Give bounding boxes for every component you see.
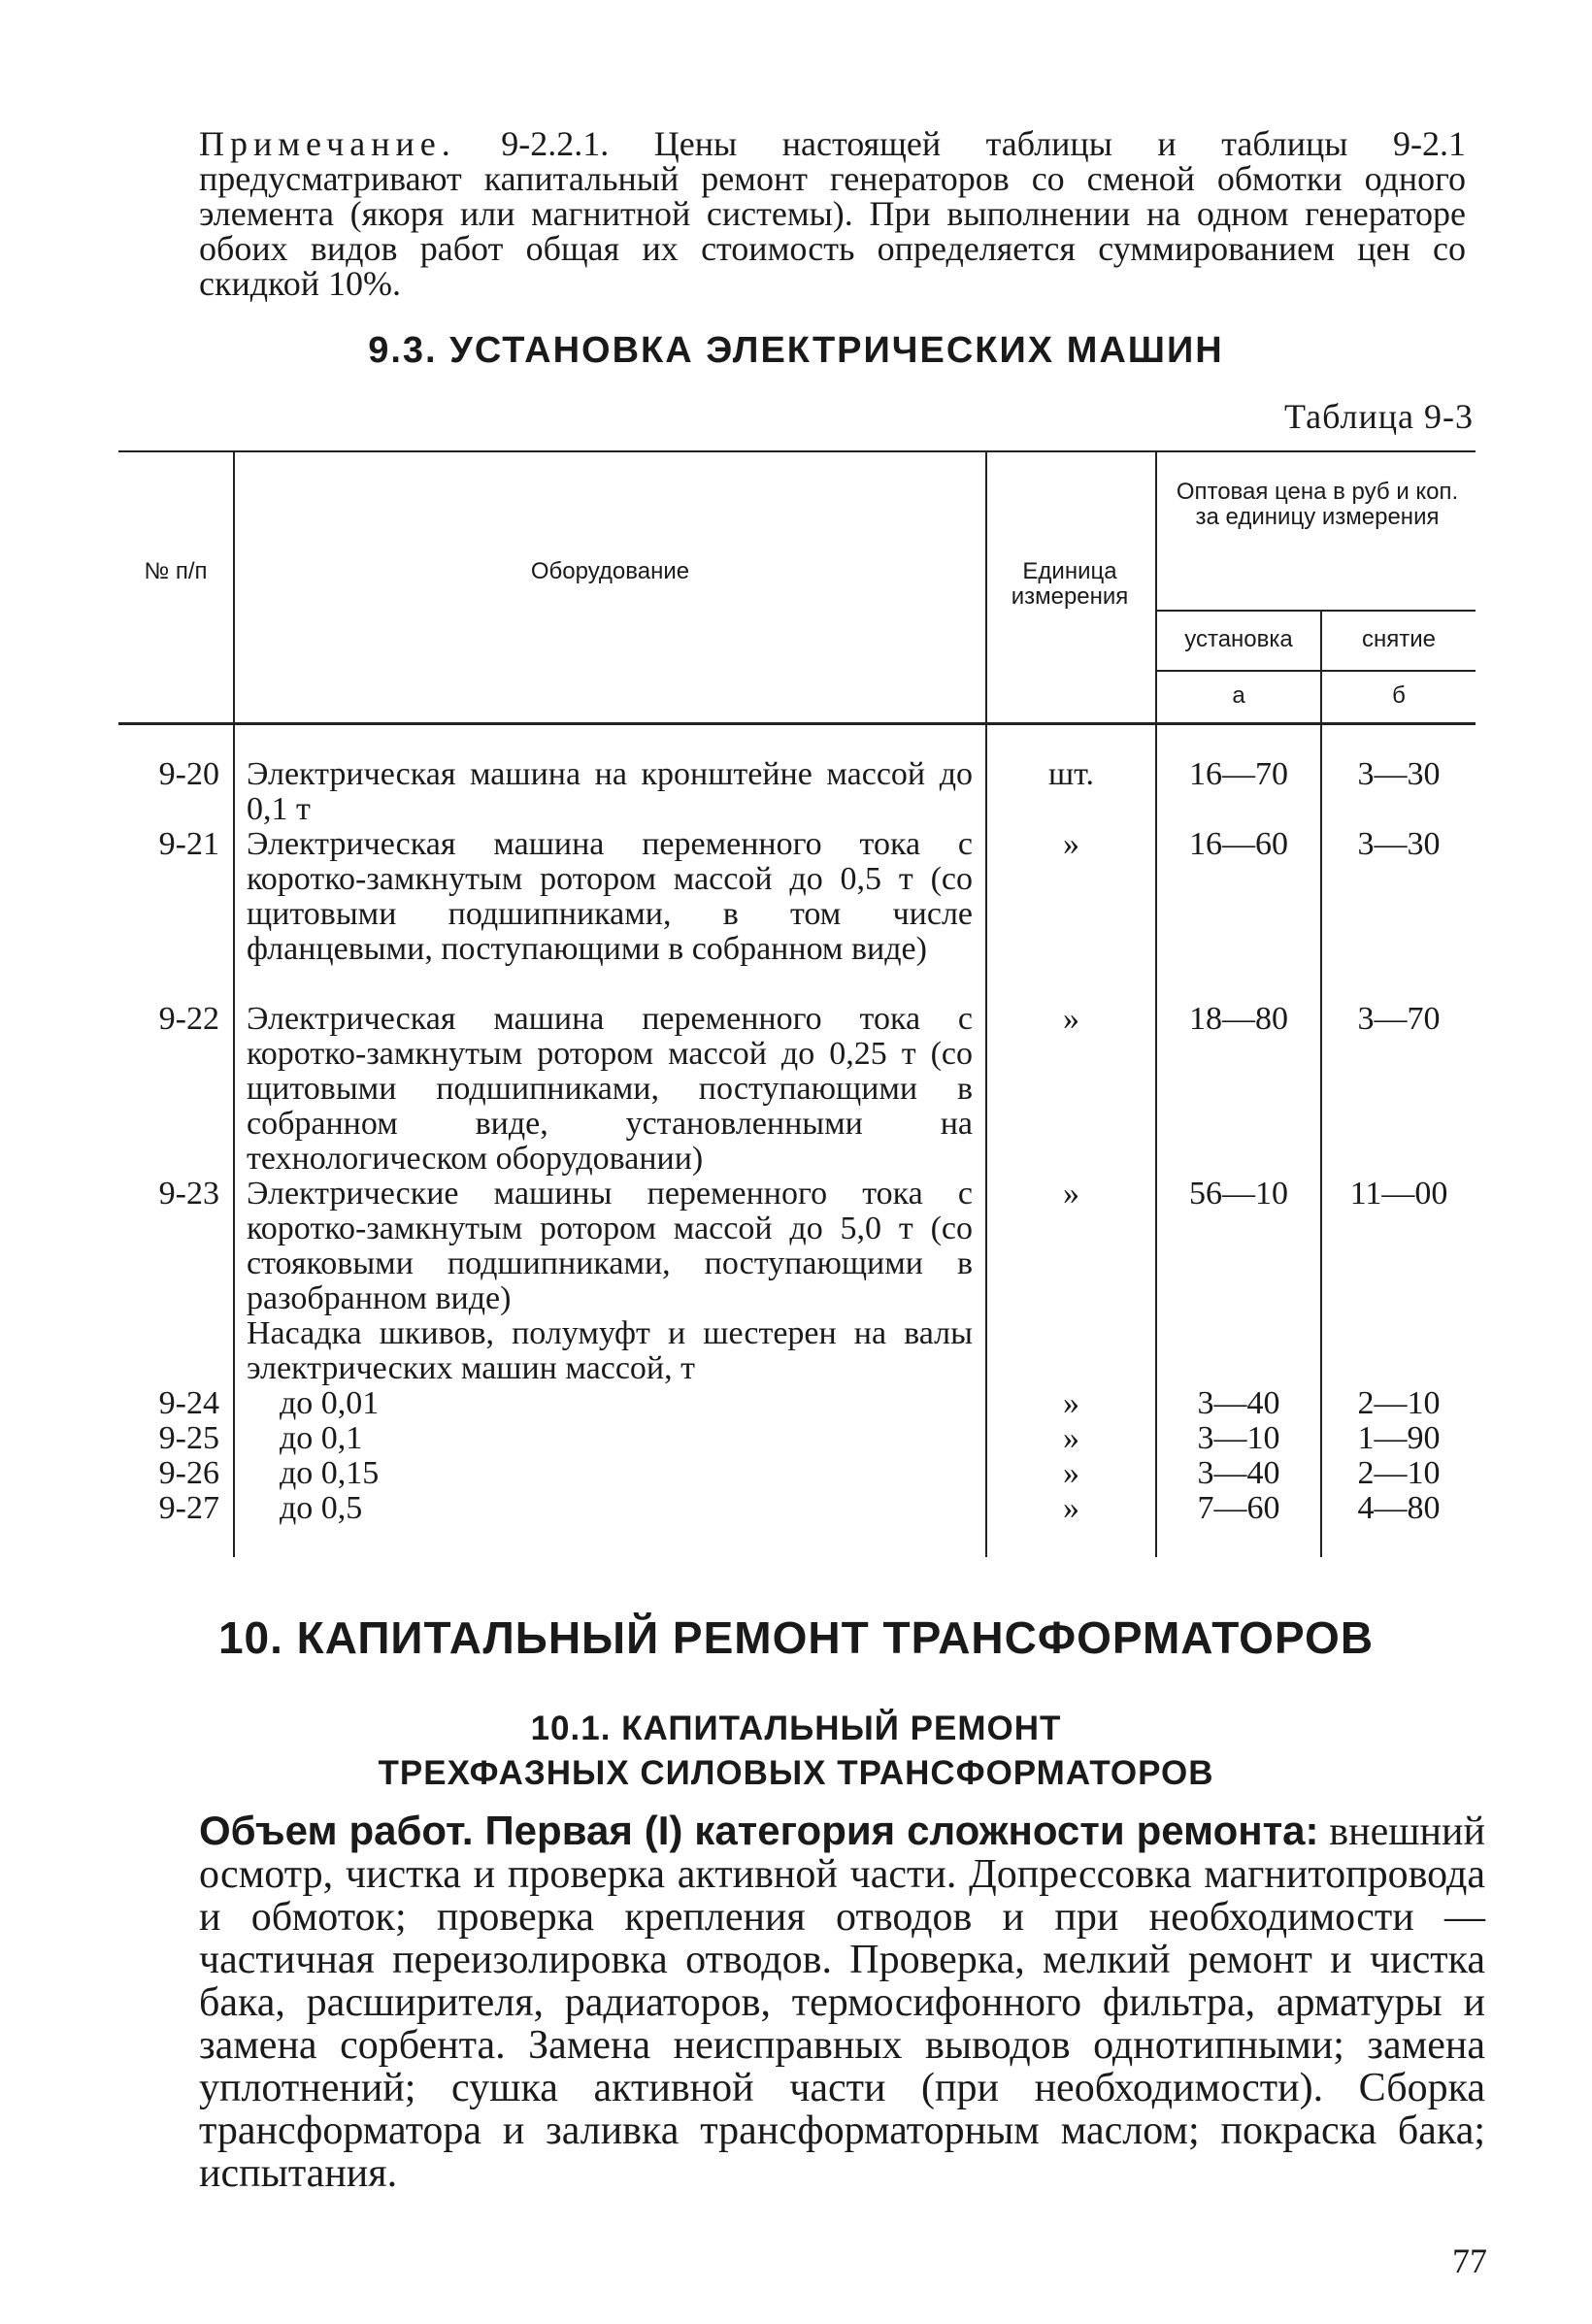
table-label: Таблица 9-3 — [1284, 397, 1474, 436]
table-row-desc: Электрическая машина переменного тока с коротко-замкнутым ротором массой до 0,5 т (со щитовыми подшипниками, в том числе фланцевыми, поступающими в собранном виде) — [247, 826, 973, 967]
table-row-unit: шт. — [1048, 756, 1094, 792]
table-row-num: 9-27 — [158, 1490, 219, 1526]
table-row-num: 9-25 — [158, 1420, 219, 1456]
table-row-desc: до 0,5 — [280, 1490, 363, 1526]
section-10-1-title — [0, 1707, 1592, 1796]
table-row-num: 9-23 — [158, 1176, 219, 1212]
table-row-num: 9-24 — [158, 1385, 219, 1421]
note-paragraph — [199, 126, 1466, 301]
table-row-unit: » — [1063, 1385, 1079, 1421]
table-row-install: 18—80 — [1189, 1001, 1288, 1037]
table-row-install: 3—40 — [1197, 1455, 1280, 1491]
table-row-unit: » — [1063, 1490, 1079, 1526]
table-row-unit: » — [1063, 1455, 1079, 1491]
note-label: Примечание. — [199, 124, 456, 163]
table-row-removal: 1—90 — [1357, 1420, 1441, 1456]
table-row-removal: 11—00 — [1349, 1176, 1448, 1212]
table-row-desc: Электрическая машина переменного тока с коротко-замкнутым ротором массой до 0,25 т (со щитовыми подшипниками, поступающими в собранном виде, установленными на технологическом оборудовании) — [247, 1001, 973, 1177]
chapter-10-title: 10. КАПИТАЛЬНЫЙ РЕМОНТ ТРАНСФОРМАТОРОВ — [217, 1612, 1375, 1663]
table-row-num: 9-21 — [158, 826, 219, 862]
scope-text: внешний осмотр, чистка и проверка активной части. Допрессовка магнитопровода и обмоток; проверка крепления отводов и при необходимости — частичная переизолировка отводов. Проверка, мелкий ремонт и чистка бака, расширителя, радиаторов, термосифонного фильтра, арматуры и замена сорбента. Замена неисправных выводов однотипными; замена уплотнений; сушка активной части (при необходимости). Сборка трансформатора и заливка трансформаторным маслом; покраска бака; испытания. — [199, 1809, 1485, 2196]
header-unit: Единица измерения — [1011, 558, 1129, 610]
table-top-rule — [118, 450, 1476, 452]
table-row-desc: до 0,1 — [280, 1420, 363, 1456]
header-equipment: Оборудование — [530, 558, 690, 584]
table-row-unit: » — [1063, 826, 1079, 862]
table-row-desc: Электрическая машина на кронштейне массой до 0,1 т — [247, 756, 973, 827]
table-row-install: 7—60 — [1197, 1490, 1280, 1526]
scope-lead: Объем работ. Первая (I) категория сложности ремонта: — [199, 1808, 1319, 1853]
note-text: 9-2.2.1. Цены настоящей таблицы и таблицы 9-2.1 предусматривают капитальный ремонт генераторов со сменой обмотки одного элемента (якоря или магнитной системы). При выполнении на одном генераторе обоих видов работ общая их стоимость определяется суммированием цен со скидкой 10%. — [199, 124, 1466, 303]
table-row-desc: до 0,15 — [280, 1455, 380, 1491]
price-table — [118, 450, 1476, 1557]
header-col-b: б — [1392, 682, 1406, 709]
table-row-num: 9-20 — [158, 756, 219, 792]
table-row-install: 16—70 — [1189, 756, 1288, 792]
table-row-removal: 4—80 — [1357, 1490, 1441, 1526]
table-row-removal: 2—10 — [1357, 1455, 1441, 1491]
table-row-num: 9-22 — [158, 1001, 219, 1037]
table-group-desc: Насадка шкивов, полумуфт и шестерен на валы электрических машин массой, т — [247, 1315, 973, 1386]
scope-of-work-paragraph — [199, 1809, 1485, 2195]
header-col-a: а — [1232, 682, 1245, 709]
price-subheader-rule — [1155, 610, 1476, 612]
table-row-install: 3—40 — [1197, 1385, 1280, 1421]
table-row-install: 16—60 — [1189, 826, 1288, 862]
table-row-unit: » — [1063, 1001, 1079, 1037]
col-rule-1 — [233, 450, 235, 1557]
table-row-removal: 3—30 — [1357, 756, 1441, 792]
header-bottom-rule — [118, 722, 1476, 725]
table-row-num: 9-26 — [158, 1455, 219, 1491]
header-removal: снятие — [1362, 626, 1436, 652]
table-row-desc: Электрические машины переменного тока с коротко-замкнутым ротором массой до 5,0 т (со стояковыми подшипниками, поступающими в разобранном виде) — [247, 1176, 973, 1316]
table-row-desc: до 0,01 — [280, 1385, 380, 1421]
page-number: 77 — [1452, 2241, 1487, 2280]
section-10-1-line2: ТРЕХФАЗНЫХ СИЛОВЫХ ТРАНСФОРМАТОРОВ — [378, 1754, 1214, 1792]
table-row-install: 3—10 — [1197, 1420, 1280, 1456]
table-row-removal: 2—10 — [1357, 1385, 1441, 1421]
header-install: установка — [1184, 626, 1293, 652]
table-row-removal: 3—30 — [1357, 826, 1441, 862]
table-row-unit: » — [1063, 1420, 1079, 1456]
section-10-1-line1: 10.1. КАПИТАЛЬНЫЙ РЕМОНТ — [530, 1710, 1062, 1747]
section-9-3-title: 9.3. УСТАНОВКА ЭЛЕКТРИЧЕСКИХ МАШИН — [368, 330, 1224, 371]
table-row-removal: 3—70 — [1357, 1001, 1441, 1037]
letter-row-rule — [1155, 670, 1476, 672]
table-row-install: 56—10 — [1189, 1176, 1288, 1212]
header-num: № п/п — [144, 558, 208, 584]
table-row-unit: » — [1063, 1176, 1079, 1212]
header-price-group: Оптовая цена в руб и коп. за единицу измерения — [1176, 479, 1459, 530]
